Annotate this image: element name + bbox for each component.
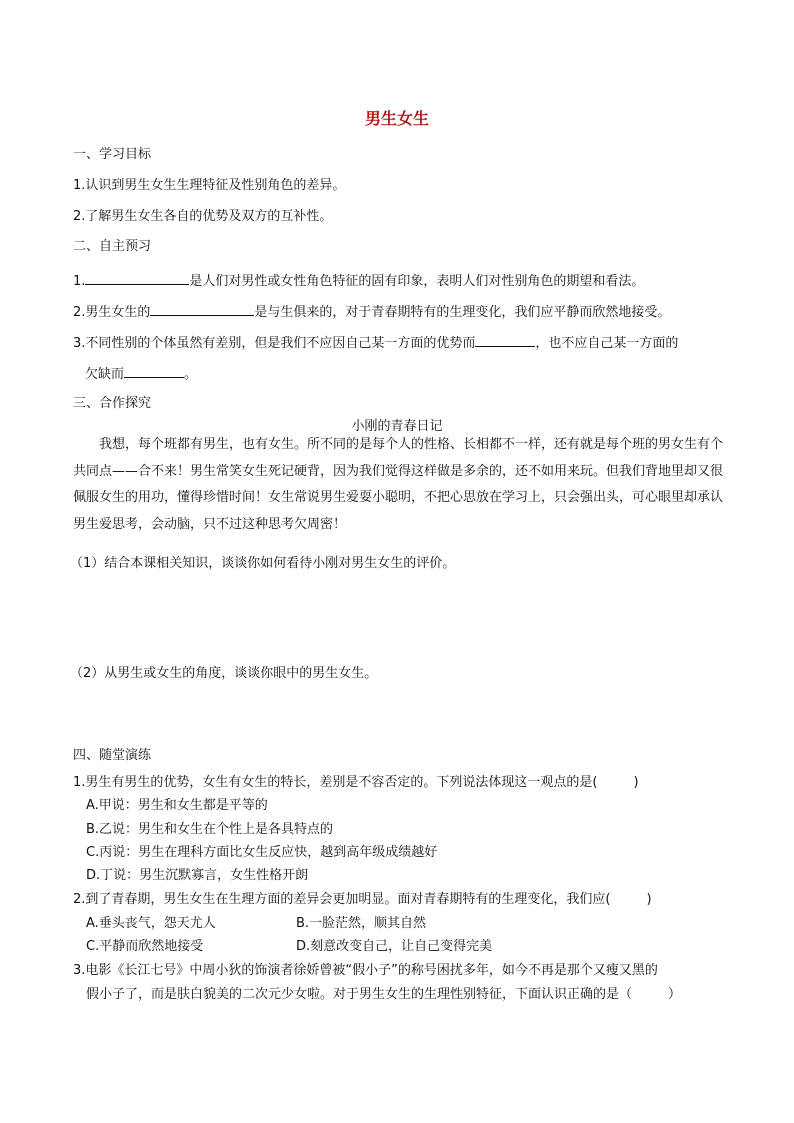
answer-blank[interactable]: [475, 333, 535, 347]
pq1-option-c: C.丙说：男生在理科方面比女生反应快，越到高年级成绩越好: [86, 845, 438, 860]
q3-cont-prefix: 欠缺而: [85, 367, 125, 382]
pq2-option-a: A.垂头丧气，怨天尤人: [86, 916, 216, 931]
pq2-option-d: D.刻意改变自己，让自己变得完美: [296, 939, 493, 954]
pq3-close: ）: [668, 987, 682, 1002]
pq1-option-d: D.丁说：男生沉默寡言，女生性格开朗: [86, 868, 309, 883]
q1-suffix: 是人们对男性或女性角色特征的固有印象，表明人们对性别角色的期望和看法。: [189, 274, 645, 289]
q3-cont-suffix: 。: [184, 367, 198, 382]
pq1-close: ): [633, 775, 639, 790]
answer-blank[interactable]: [150, 302, 254, 316]
story-paragraph: [73, 432, 723, 538]
pq2-stem: 2.到了青春期，男生女生在生理方面的差异会更加明显。面对青春期特有的生理变化，我们应(: [73, 892, 611, 907]
section-heading-practice: 四、随堂演练: [73, 748, 152, 763]
goal-item-1: 1.认识到男生女生生理特征及性别角色的差异。: [73, 178, 346, 193]
practice-question-3-line2: [86, 986, 681, 1004]
q3-suffix: ，也不应自己某一方面的: [535, 336, 679, 351]
q1-prefix: 1.: [73, 274, 86, 289]
page-title: 男生女生: [364, 109, 429, 128]
explore-question-2: （2）从男生或女生的角度，谈谈你眼中的男生女生。: [70, 666, 378, 681]
pq2-option-b: B.一脸茫然，顺其自然: [296, 916, 427, 931]
explore-question-1: （1）结合本课相关知识，谈谈你如何看待小刚对男生女生的评价。: [70, 556, 456, 571]
pq3-line2: 假小子了，而是肤白貌美的二次元少女啦。对于男生女生的生理性别特征，下面认识正确的是（: [86, 987, 633, 1002]
practice-question-2: [73, 891, 652, 909]
preview-question-3: [73, 333, 678, 353]
pq1-option-a: A.甲说：男生和女生都是平等的: [86, 798, 268, 813]
preview-question-3-cont: [85, 364, 197, 384]
preview-question-2: [73, 302, 670, 322]
pq2-close: ): [646, 892, 652, 907]
answer-blank[interactable]: [85, 271, 189, 285]
story-text: 我想，每个班都有男生，也有女生。所不同的是每个人的性格、长相都不一样，还有就是每个班的男女生有个共同点——合不来！男生常笑女生死记硬背，因为我们觉得这样做是多余的，还不如用来玩。但我们背地里却又很佩服女生的用功，懂得珍惜时间！女生常说男生爱耍小聪明，不把心思放在学习上，只会强出头，可心眼里却承认男生爱思考，会动脑，只不过这种思考欠周密！: [73, 437, 724, 532]
section-heading-goals: 一、学习目标: [73, 147, 152, 162]
pq1-stem: 1.男生有男生的优势，女生有女生的特长，差别是不容否定的。下列说法体现这一观点的是(: [73, 775, 598, 790]
practice-question-3-line1: 3.电影《长江七号》中周小狄的饰演者徐娇曾被“假小子”的称号困扰多年，如今不再是那个又瘦又黑的: [73, 963, 658, 978]
pq1-option-b: B.乙说：男生和女生在个性上是各具特点的: [86, 822, 334, 837]
practice-question-1: [73, 774, 639, 792]
goal-item-2: 2.了解男生女生各自的优势及双方的互补性。: [73, 209, 333, 224]
q2-prefix: 2.男生女生的: [73, 305, 151, 320]
pq2-option-c: C.平静而欣然地接受: [86, 939, 204, 954]
section-heading-explore: 三、合作探究: [73, 396, 152, 411]
section-heading-preview: 二、自主预习: [73, 239, 152, 254]
preview-question-1: [73, 271, 644, 291]
q2-suffix: 是与生俱来的，对于青春期特有的生理变化，我们应平静而欣然地接受。: [254, 305, 671, 320]
story-title: 小刚的青春日记: [351, 419, 443, 434]
answer-blank[interactable]: [124, 364, 184, 378]
q3-prefix: 3.不同性别的个体虽然有差别，但是我们不应因自己某一方面的优势而: [73, 336, 476, 351]
